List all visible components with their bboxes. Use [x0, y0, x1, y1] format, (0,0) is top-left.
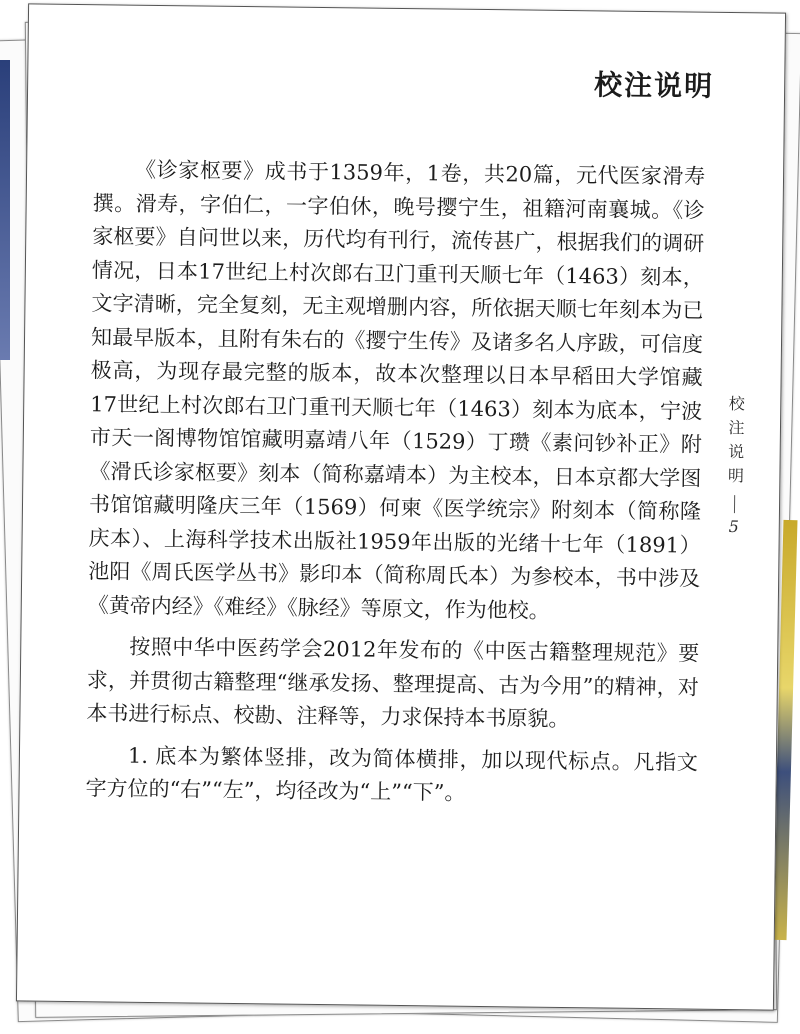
running-header [723, 395, 747, 536]
paragraph: 按照中华中医药学会2012年发布的《中医古籍整理规范》要求，并贯彻古籍整理“继承发扬、整理提高、古为今用”的精神，对本书进行标点、校勘、注释等，力求保持本书原貌。 [86, 634, 700, 732]
running-head-rule [733, 495, 734, 513]
document-page [16, 3, 786, 1010]
book-cover-edge [0, 60, 10, 360]
paragraph: 1. 底本为繁体竖排，改为简体横排，加以现代标点。凡指文字方位的“右”“左”，均径改为“上”“下”。 [85, 743, 699, 805]
paragraph: 《诊家枢要》成书于1359年，1卷，共20篇，元代医家滑寿撰。滑寿，字伯仁，一字伯休，晚号撄宁生，祖籍河南襄城。《诊家枢要》自问世以来，历代均有刊行，流传甚广，根据我们的调研情况，日本17世纪上村次郎右卫门重刊天顺七年（1463）刻本，文字清晰，完全复刻，无主观增删内容，所依据天顺七年刻本为已知最早版本，且附有朱右的《撄宁生传》及诸多名人序跋，可信度极高，为现存最完整的版本，故本次整理以日本早稻田大学馆藏17世纪上村次郎右卫门重刊天顺七年（1463）刻本为底本，宁波市天一阁博物馆馆藏明嘉靖八年（1529）丁瓒《素问钞补正》附《滑氏诊家枢要》刻本（简称嘉靖本）为主校本，日本京都大学图书馆馆藏明隆庆三年（1569）何柬《医学统宗》附刻本（简称隆庆本）、上海科学技术出版社1959年出版的光绪十七年（1891）池阳《周氏医学丛书》影印本（简称周氏本）为参校本，书中涉及《黄帝内经》《难经》《脉经》等原文，作为他校。 [87, 157, 706, 623]
page-body [85, 153, 705, 813]
page-title: 校注说明 [593, 68, 715, 103]
running-head-text: 校注说明 [725, 394, 746, 492]
page-number: 5 [728, 517, 739, 537]
